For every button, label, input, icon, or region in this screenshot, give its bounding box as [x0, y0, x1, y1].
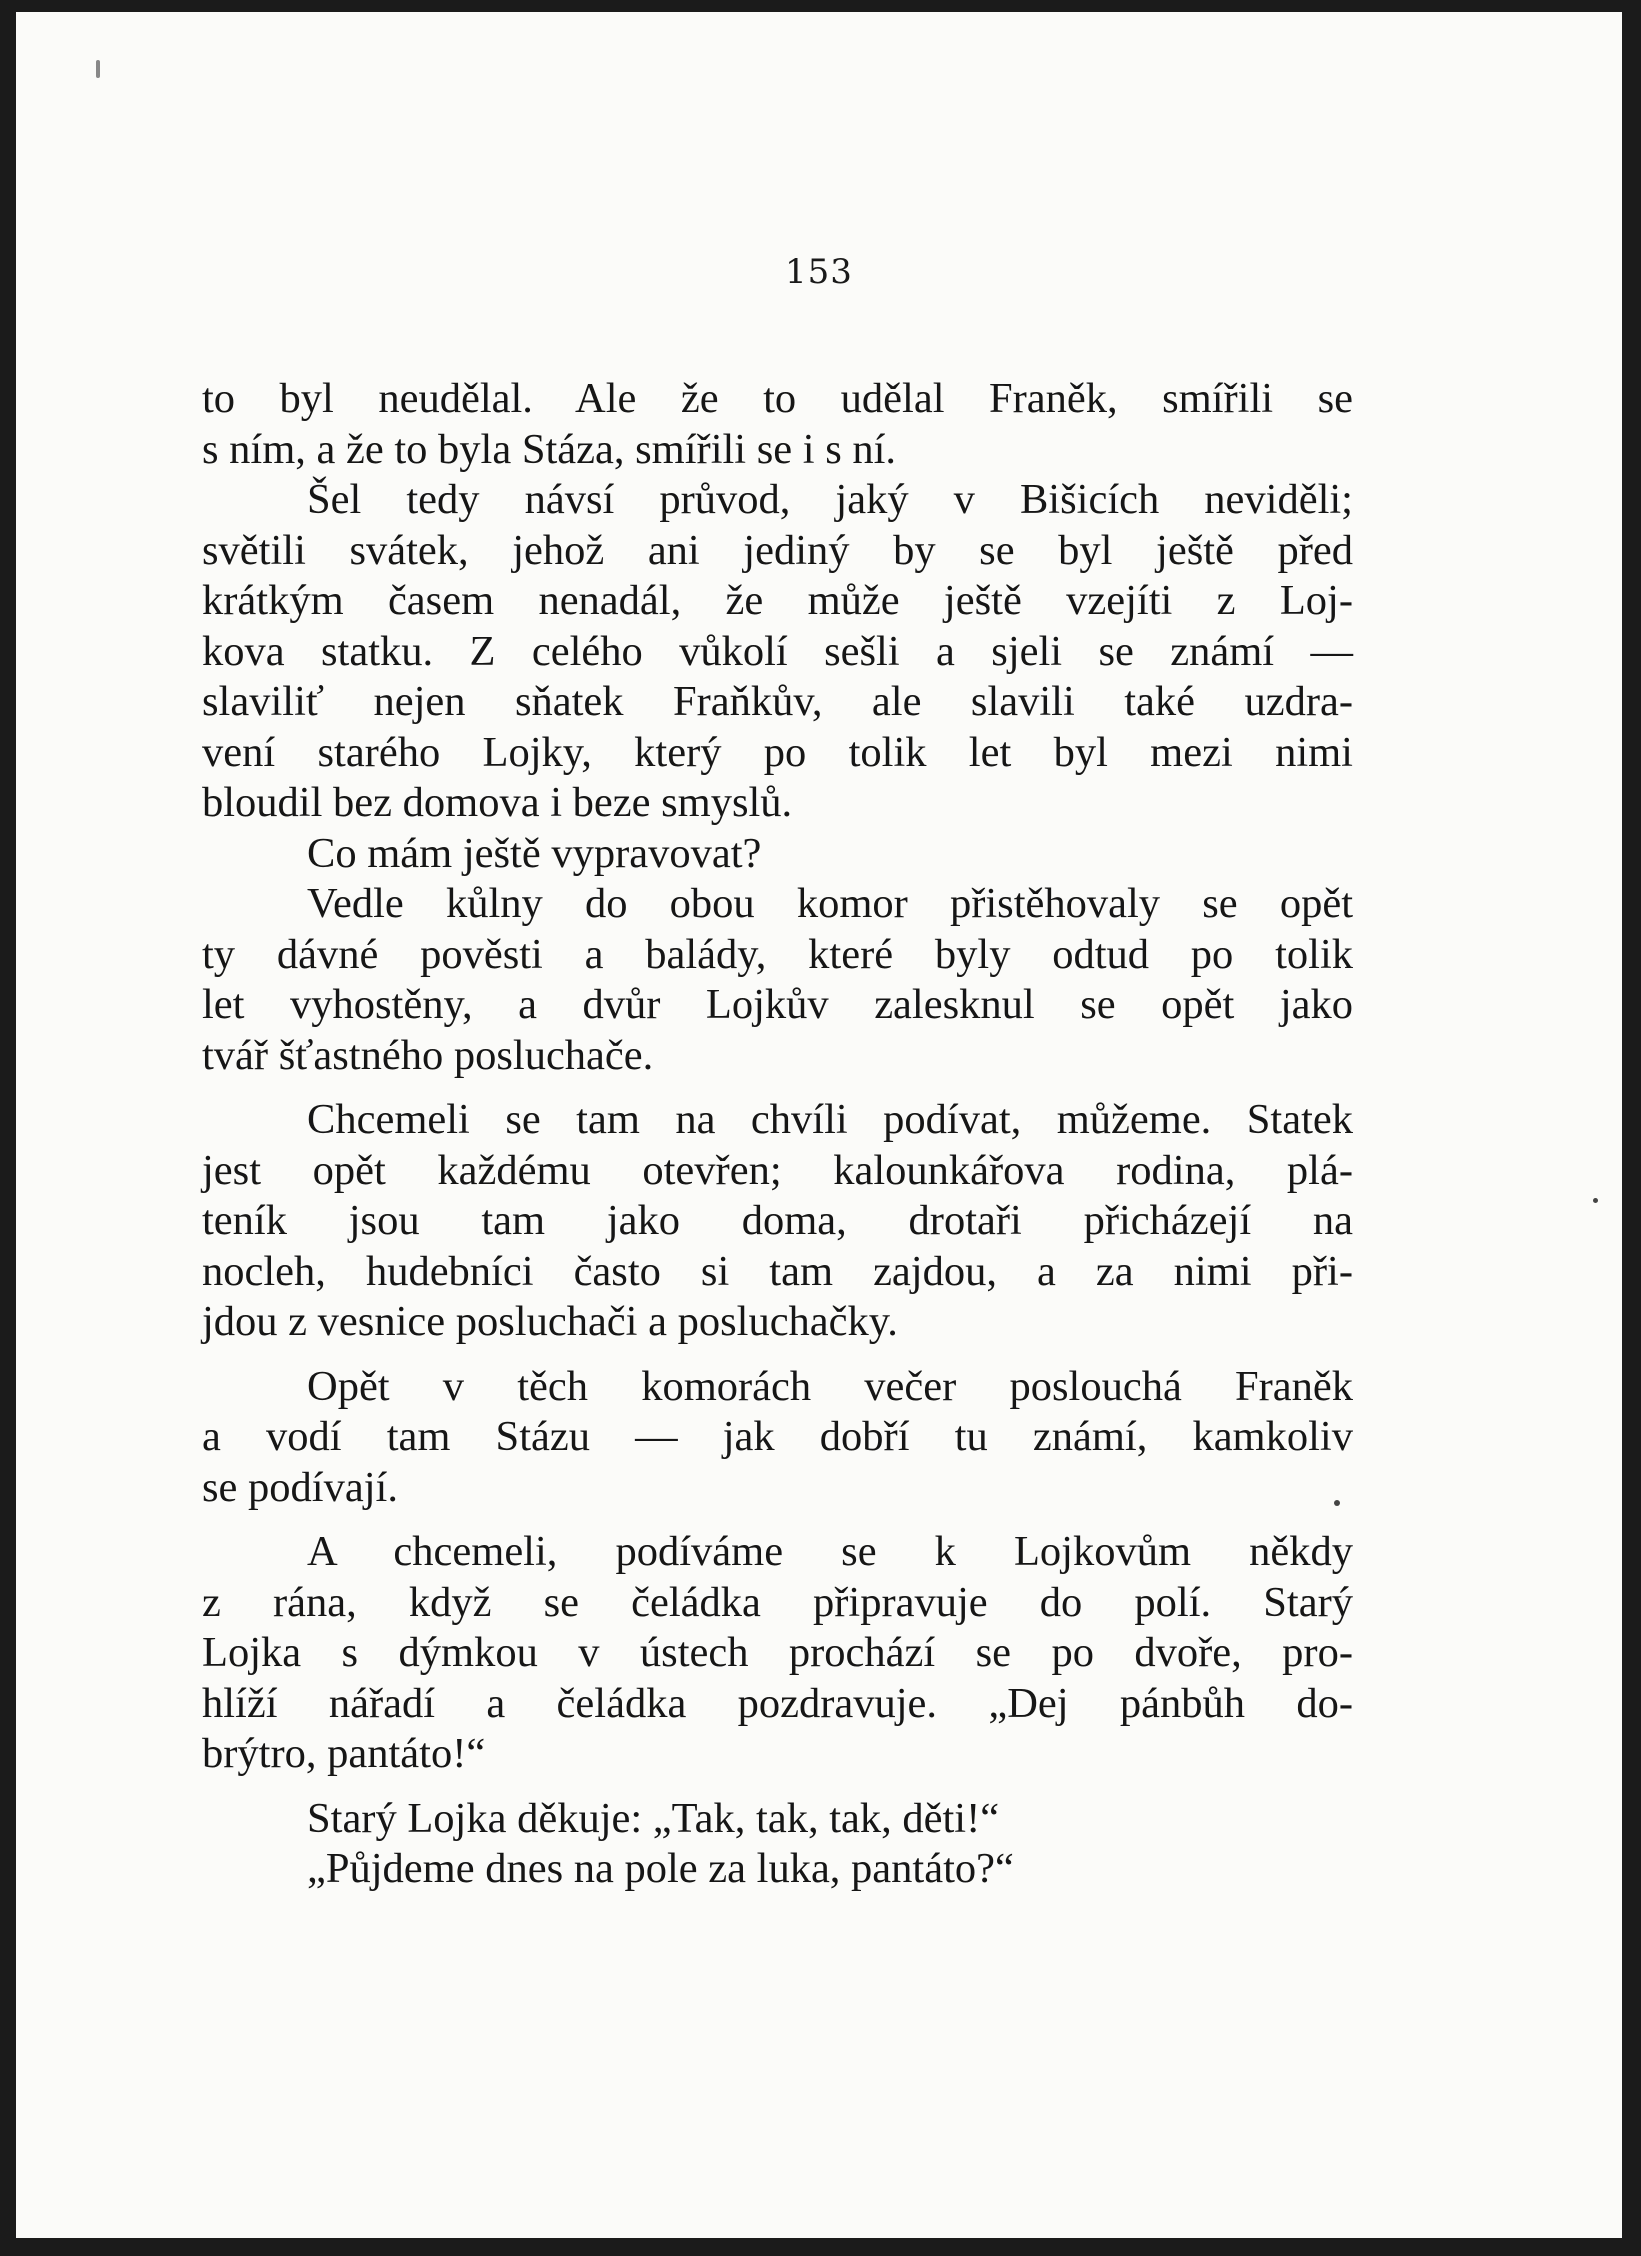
text-line: slaviliť nejen sňatek Fraňkův, ale slavili také uzdra- — [202, 678, 1353, 725]
paper-sheet — [16, 12, 1622, 2238]
text-line: bloudil bez domova i beze smyslů. — [202, 779, 793, 826]
text-line: kova statku. Z celého vůkolí sešli a sjeli se známí — — [202, 627, 1353, 675]
text-line: s ním, a že to byla Stáza, smířili se i s ní. — [202, 425, 897, 473]
text-line: jdou z vesnice posluchači a posluchačky. — [202, 1298, 898, 1345]
text-line: let vyhostěny, a dvůr Lojkův zalesknul se opět jako — [202, 981, 1353, 1028]
text-line: tvář šťastného posluchače. — [202, 1031, 654, 1079]
text-line: Co mám ještě vypravovat? — [307, 829, 762, 877]
body-text — [202, 374, 1353, 1895]
text-line: Lojka s dýmkou v ústech prochází se po dvoře, pro- — [202, 1629, 1353, 1676]
text-line: ty dávné pověsti a balády, které byly odtud po tolik — [202, 930, 1353, 978]
text-line: vení starého Lojky, který po tolik let byl mezi nimi — [202, 728, 1353, 776]
text-line: jest opět každému otevřen; kalounkářova rodina, plá- — [202, 1146, 1353, 1194]
text-line: se podívají. — [202, 1463, 398, 1511]
text-line: „Půjdeme dnes na pole za luka, pantáto?“ — [307, 1845, 1014, 1892]
text-line: A chcemeli, podíváme se k Lojkovům někdy — [307, 1528, 1353, 1575]
text-line: hlíží nářadí a čeládka pozdravuje. „Dej pánbůh do- — [202, 1679, 1353, 1727]
text-line: a vodí tam Stázu — jak dobří tu známí, kamkoliv — [202, 1413, 1353, 1460]
text-line: to byl neudělal. Ale že to udělal Franěk, smířili se — [202, 375, 1353, 422]
scan-speck — [96, 60, 100, 78]
text-line: Opět v těch komorách večer poslouchá Franěk — [307, 1362, 1353, 1410]
text-line: světili svátek, jehož ani jediný by se byl ještě před — [202, 526, 1353, 574]
text-line: Starý Lojka děkuje: „Tak, tak, tak, děti!“ — [307, 1794, 1000, 1842]
text-line: Šel tedy návsí průvod, jaký v Bišicích neviděli; — [307, 476, 1353, 523]
text-line: krátkým časem nenadál, že může ještě vzejíti z Loj- — [202, 577, 1353, 624]
text-line: brýtro, pantáto!“ — [202, 1730, 486, 1777]
text-line: Vedle kůlny do obou komor přistěhovaly se opět — [307, 880, 1353, 927]
page-number: 153 — [785, 252, 853, 292]
text-line: nocleh, hudebníci často si tam zajdou, a za nimi při- — [202, 1247, 1353, 1295]
text-line: Chcemeli se tam na chvíli podívat, můžeme. Statek — [307, 1096, 1353, 1143]
scan-speck — [1334, 1500, 1340, 1506]
text-line: z rána, když se čeládka připravuje do polí. Starý — [202, 1578, 1353, 1626]
text-line: teník jsou tam jako doma, drotaři přicházejí na — [202, 1197, 1353, 1244]
scan-speck — [1593, 1198, 1598, 1203]
